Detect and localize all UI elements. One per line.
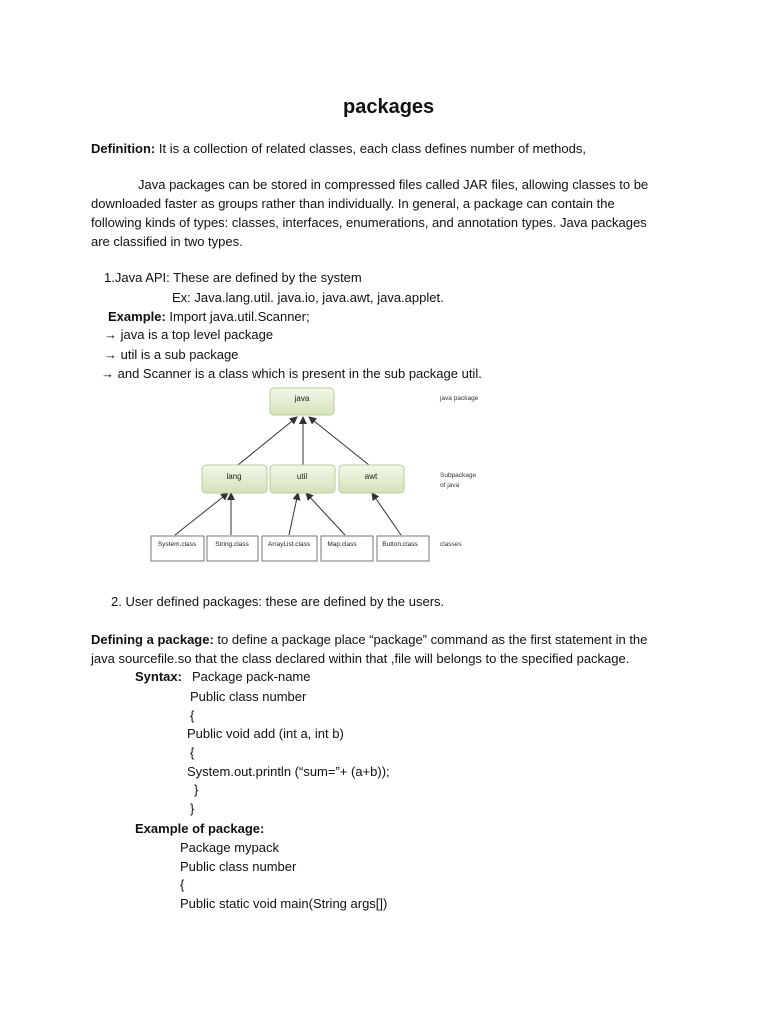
java-api-examples: Ex: Java.lang.util. java.io, java.awt, java.applet.: [172, 290, 444, 305]
definition-text: It is a collection of related classes, each class defines number of methods,: [155, 141, 586, 156]
defining-label: Defining a package:: [91, 632, 214, 647]
page-title: packages: [343, 96, 435, 118]
user-defined-line: 2. User defined packages: these are defined by the users.: [111, 594, 445, 609]
node-label: util: [296, 472, 308, 481]
intro-line: are classified in two types.: [91, 234, 243, 249]
code-line: System.out.println (“sum=”+ (a+b));: [187, 764, 390, 779]
code-line: Public void add (int a, int b): [187, 726, 344, 741]
node-label: java: [294, 394, 310, 403]
code-line: }: [190, 801, 195, 816]
node-label: Button.class: [382, 541, 418, 548]
node-label: String.class: [215, 541, 249, 548]
arrow-icon: →: [104, 327, 117, 342]
arrow-icon: →: [101, 366, 114, 381]
code-line: }: [194, 782, 199, 797]
node-label: ArrayList.class: [267, 541, 311, 548]
java-api-heading: 1.Java API: These are defined by the system: [104, 270, 362, 285]
code-line: Package pack-name: [191, 669, 311, 684]
connector-arrow: [306, 493, 345, 535]
class-node-system: [151, 536, 204, 561]
code-line: {: [190, 708, 195, 723]
syntax-first-line: [135, 669, 310, 685]
class-node-arraylist: [262, 536, 317, 561]
package-node-java: [270, 388, 334, 415]
example-text: Import java.util.Scanner;: [165, 309, 310, 324]
package-node-lang: [202, 465, 267, 493]
defining-line-2: java sourcefile.so that the class declared within that ,file will belongs to the specified package.: [91, 651, 630, 666]
connector-arrow: [309, 417, 369, 465]
class-node-string: [207, 536, 258, 561]
example-package-label: Example of package:: [135, 821, 265, 836]
side-label-middle: of java: [440, 482, 460, 489]
code-line: Package mypack: [180, 840, 279, 855]
node-label: System.class: [157, 541, 197, 548]
defining-text: to define a package place “package” command as the first statement in the: [213, 632, 648, 647]
bullet-text: util is a sub package: [117, 347, 239, 362]
side-label-middle: Subpackage: [440, 472, 477, 479]
side-label-bottom: classes: [440, 541, 462, 548]
side-label-top: java package: [440, 395, 479, 402]
class-node-button: [377, 536, 429, 561]
node-label: awt: [364, 472, 378, 481]
syntax-label: Syntax:: [135, 669, 182, 684]
class-node-map: [321, 536, 373, 561]
package-node-awt: [339, 465, 404, 493]
bullet-text: and Scanner is a class which is present in the sub package util.: [114, 366, 482, 381]
intro-line: downloaded faster as groups rather than individually. In general, a package can contain the: [91, 196, 615, 211]
code-line: {: [180, 877, 185, 892]
code-line: Public static void main(String args[]): [180, 896, 388, 911]
code-line: Public class number: [180, 859, 297, 874]
code-line: Public class number: [190, 689, 307, 704]
package-node-util: [270, 465, 335, 493]
connector-arrow: [289, 493, 298, 535]
node-label: Map.class: [327, 541, 357, 548]
intro-line: following kinds of types: classes, interfaces, enumerations, and annotation types. Java packages: [91, 215, 647, 230]
arrow-icon: →: [104, 347, 117, 362]
connector-arrow: [372, 493, 401, 535]
defining-line: [91, 632, 647, 648]
definition-label: Definition:: [91, 141, 156, 156]
code-line: {: [190, 745, 195, 760]
intro-line: Java packages can be stored in compressed files called JAR files, allowing classes to be: [138, 177, 649, 192]
bullet-text: java is a top level package: [117, 327, 274, 342]
node-label: lang: [226, 472, 242, 481]
example-label: Example:: [108, 309, 166, 324]
connector-arrow: [238, 417, 297, 465]
connector-arrow: [175, 493, 228, 535]
